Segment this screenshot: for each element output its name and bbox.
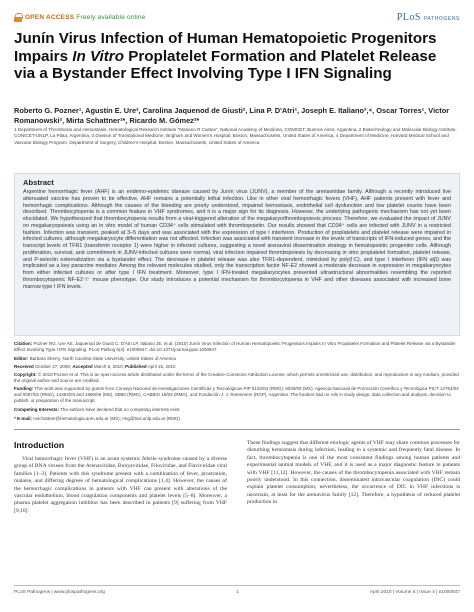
footer-journal: PLoS Pathogens | www.plospathogens.org — [14, 589, 105, 595]
journal-header — [14, 10, 460, 24]
competing-label: Competing Interests: — [14, 407, 60, 412]
footer-page-number: 1 — [236, 589, 239, 595]
footer-issue: April 2010 | Volume 6 | Issue 4 | e1000847 — [369, 589, 460, 595]
open-access-label: OPEN ACCESS — [25, 13, 75, 21]
editor-label: Editor: — [14, 356, 29, 361]
email-label: * E-mail: — [14, 416, 33, 421]
citation-label: Citation: — [14, 341, 33, 346]
funding-block — [14, 386, 460, 404]
right-column — [247, 440, 460, 507]
article-title — [14, 30, 460, 83]
received-date: October 27, 2009; — [35, 364, 72, 369]
intro-right-text: These findings suggest that different etiologic agents of VHF may share common processes for disturbing hemostasis during infection, leading to a systemic and frequently fatal disease. In fact, thrombocytopenia is one of the most consistent findings among human patients and experimental animal models of VHF, and it is used as a major diagnostic feature in patients with VHF [11,12]. However, the causes of the thrombocytopenia associated with VHF remain poorly understood. In this connection, disseminated intravascular coagulation (DIC) could explain platelet consumption; nevertheless, the occurrence of DIC in VHF infections is uncertain, at least for the arenavirus family [12]. Therefore, a hypothesis of reduced platelet production in — [247, 440, 460, 506]
title-italic: In Vitro — [72, 47, 124, 65]
journal-logo — [397, 12, 460, 23]
dates-block — [14, 364, 460, 370]
journal-logo-sub: PATHOGENS — [423, 15, 460, 22]
author-list: Roberto G. Pozner¹, Agustín E. Ure², Carolina Jaquenod de Giusti², Lina P. D'Atri¹, Joseph E. Italiano³,⁴, Oscar Torres¹, Victor Romanowski², Mirta Schattner¹*, Ricardo M. Gómez²* — [14, 106, 450, 125]
open-lock-icon — [14, 13, 22, 22]
abstract-box — [14, 173, 460, 336]
email-block — [14, 416, 460, 422]
section-divider — [14, 429, 460, 430]
accepted-date: March 5, 2010; — [93, 364, 124, 369]
copyright-label: Copyright: — [14, 372, 37, 377]
accepted-label: Accepted — [72, 364, 93, 369]
competing-text: The authors have declared that no competing interests exist. — [60, 407, 181, 412]
email-text: mschattner@hematologia.anm.edu.ar (MS); rmg@biol.unlp.edu.ar (RMG) — [33, 416, 180, 421]
page-footer — [14, 585, 460, 595]
open-access-badge — [14, 13, 146, 22]
citation-block — [14, 341, 460, 353]
published-label: Published — [125, 364, 147, 369]
introduction-heading: Introduction — [14, 440, 65, 450]
abstract-text: Argentine hemorrhagic fever (AHF) is an endemo-epidemic disease caused by Junín virus (JUNV), a member of the arenaviridae family. Although a recently introduced live attenuated vaccine has proven to be effective, AHF remains a potentially lethal infection. Like in other viral hemorrhagic fevers (VHF), AHF patients present with fever and hemorrhagic complications. Although the causes of the bleeding are poorly understood, impaired hemostasis, endothelial cell dysfunction and low platelet counts have been described. Thrombocytopenia is a common feature in VHF syndromes, and it is a major sign for its diagnosis. However, the underlying pathogenic mechanism has not yet been elucidated. We hypothesized that thrombocytopenia results from a viral-triggered alteration of the megakaryo/thrombopoiesis process. Therefore, we evaluated the impact of JUNV on megakaryopoiesis using an in vitro model of human CD34⁺ cells stimulated with thrombopoietin. Our results showed that CD34⁺ cells are infected with JUNV in a restricted fashion. Infection was transient, peaked at 3–5 days and was associated with the expression of type I interferon. Production of proplatelets and platelet release were impaired in infected cultures, although megakaryocyte differentiation was not affected. Infection was associated with transient increase in the levels of transcripts of IFN-induced genes, and the transcript levels of TFR1 (transferrin receptor 1) were higher in infected cultures, suggesting a novel arenaviral dissemination strategy in hematopoietic progenitor cells. Although proliferation, survival, and commitment in JUNV-infected cultures were normal, viral infection impaired thrombopoiesis by decreasing in vitro proplatelet formation, platelet release, and P-selectin externalization via a bystander effect. The decrease in platelet release was also TFR1-dependent, mimicked by poly(I:C), and type I interferon (IFN α/β) was implicated as a key paracrine mediator. Among the relevant molecules studied, only the transcription factor NF-E2 showed a moderate decrease in expression in megakaryocytes from either infected cultures or after type I IFN treatment. Moreover, type I IFN-treated megakaryocytes presented ultrastructural abnormalities resembling the reported thrombocytopenic NF-E2⁻/⁻ mouse phenotype. Our study introduces a potential mechanism for thrombocytopenia in VHF and other diseases associated with increased bone marrow type I IFN levels. — [23, 189, 451, 290]
copyright-block — [14, 372, 460, 384]
affiliations: 1 Department of Thrombosis and Hemostasis, Hematological Research Institute "Mariano R Castex", National Academy of Medicine, CONICET, Buenos Aires, Argentina, 2 Biotechnology and Molecular Biology Institute, CONICET-UNLP, La Plata, Argentina, 3 Division of Translational Medicine, Brigham and Women's Hospital, Boston, Massachusetts, United States of America, 4 Department of Medicine, Harvard Medical School and Vascular Biology Program, Department of Surgery, Children's Hospital, Boston, Massachusetts, United States of America — [14, 127, 457, 145]
citation-text: Pozner RG, Ure AE, Jaquenod de Giusti C, D'Atri LP, Italiano JE, et al. (2010) Junín Virus Infection of Human Hematopoietic Progenitors Impairs In Vitro Proplatelet Formation and Platelet Release via a Bystander Effect Involving Type I IFN Signaling. PLoS Pathog 6(4): e1000847. doi:10.1371/journal.ppat.1000847 — [14, 341, 456, 352]
left-column — [14, 440, 227, 515]
title-part-2: Proplatelet Formation and Platelet Release via a Bystander Effect Involving Type I IFN Signaling — [14, 47, 437, 82]
editor-text: Barbara Sherry, North Carolina State University, United States of America — [29, 356, 176, 361]
competing-interests-block — [14, 407, 460, 413]
freely-available-label: Freely available online — [76, 13, 146, 21]
abstract-heading: Abstract — [23, 178, 54, 187]
funding-text: This work was supported by grants from Consejo Nacional de Investigaciones Científicas y Tecnológicas PIP 5102/04 (RMG), 6029/05 (MS), Agencia Nacional de Promoción Científica y Tecnológica PICT 12764/04 and 0087/02 (RMG), 14353/03 and 1990/06 (MS), SB80 (RMG), CABBIO 19/04 (RMG), and Fundación J. J. Roemmers (RGP), Argentina. The funders had no role in study design, data collection and analysis, decision to publish, or preparation of the manuscript. — [14, 386, 459, 403]
title-part-1: Junín Virus Infection of Human Hematopoietic Progenitors Impairs — [14, 30, 437, 65]
editor-block — [14, 356, 460, 362]
received-label: Received — [14, 364, 34, 369]
funding-label: Funding: — [14, 386, 34, 391]
journal-logo-main: PLoS — [396, 11, 421, 23]
copyright-text: © 2010 Pozner et al. This is an open-access article distributed under the terms of the Creative Commons Attribution License, which permits unrestricted use, distribution, and reproduction in any medium, provided the original author and source are credited. — [14, 372, 459, 383]
intro-left-text: Viral hemorrhagic fever (VHF) is an acute systemic febrile syndrome caused by a diverse group of RNA viruses from the Arenaviridae, Bunyaviridae, Filoviridae, and Flaviviridae viral families [1–3]. Patients with this syndrome present with a combination of fever, prostration, malaise, and differing degrees of hematological complications [1,4]. However, the causes of the hemorrhagic complications in patients with VHF can present with alterations of the vascular endothelium, blood coagulation components and platelet levels [5–8]. Moreover, a plasma platelet aggregation inhibitor has been described in patients [9] suffering from VHF [9,10]. — [14, 456, 227, 514]
published-date: April 15, 2010 — [147, 364, 176, 369]
